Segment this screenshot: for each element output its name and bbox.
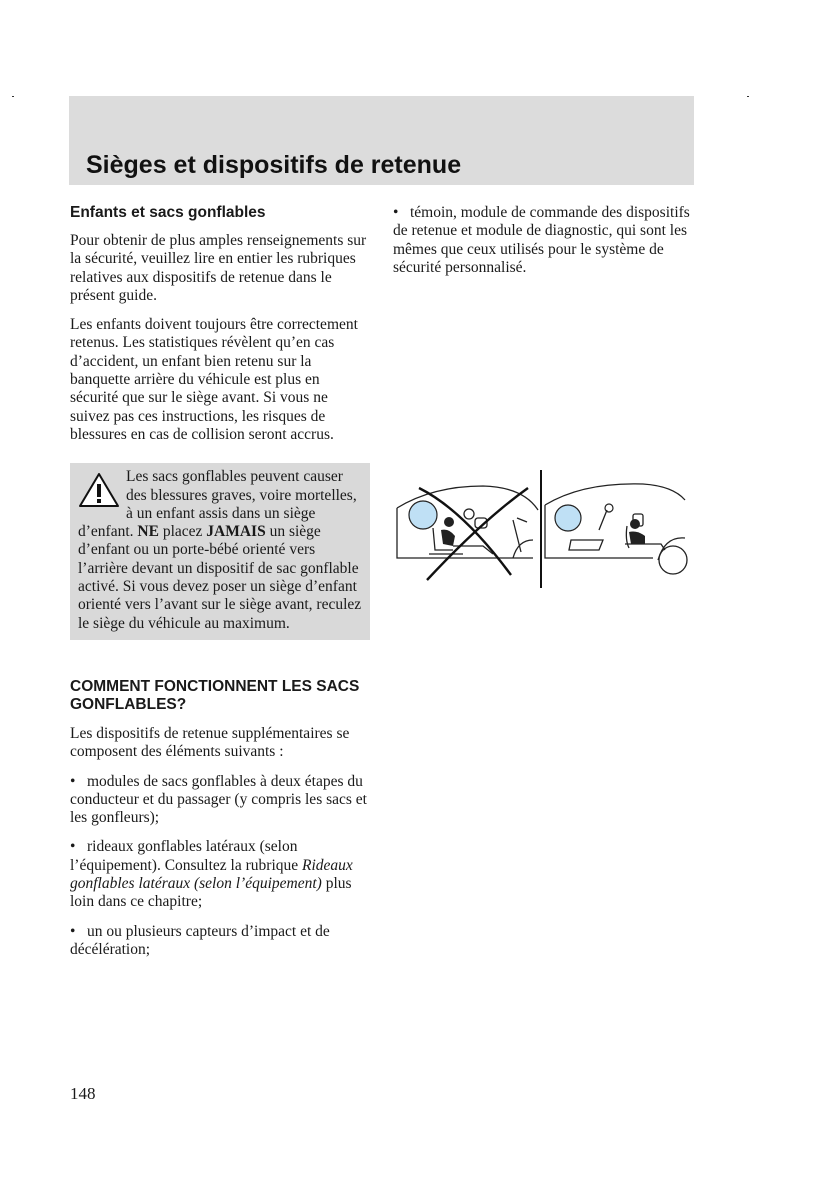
- paragraph-children-restraint: Les enfants doivent toujours être correctement retenus. Les statistiques révèlent qu’en cas d’accident, un enfant bien retenu sur la banquette arrière du véhicule est plus en sécurité que sur le siège avant. Si vous ne suivez pas ces instructions, les risques de blessures en cas de collision seront accrus.: [70, 316, 358, 443]
- warning-bold-jamais: JAMAIS: [206, 523, 266, 541]
- warning-text-3: un siège d’enfant ou un porte-bébé orienté vers l’arrière devant un dispositif de sac gonflable activé. Si vous devez poser un siège d’enfant orienté vers l’avant sur le siège avant, reculez le siège du véhicule au maximum.: [78, 523, 362, 632]
- list-item-driver-modules: [70, 773, 370, 828]
- bullet-dot: •: [70, 838, 76, 856]
- child-figure-right: [605, 504, 645, 544]
- list-item-text: un ou plusieurs capteurs d’impact et de décélération;: [70, 922, 330, 958]
- page-title: Sièges et dispositifs de retenue: [86, 151, 462, 179]
- section-heading-how-airbags-work: COMMENT FONCTIONNENT LES SACS GONFLABLES?: [70, 677, 360, 714]
- x-cross: [419, 488, 528, 580]
- warning-text-2: placez: [158, 523, 207, 541]
- warning-triangle-icon: [78, 472, 120, 508]
- warning-text-1: Les sacs gonflables peuvent causer des blessures graves, voire mortelles, à un enfant assis dans un siège d’enfant.: [78, 468, 357, 541]
- paragraph-safety-info: Pour obtenir de plus amples renseignements sur la sécurité, veuillez lire en entier les rubriques relatives aux dispositifs de retenue dans le présent guide.: [70, 232, 367, 304]
- warning-bold-ne: NE: [137, 523, 159, 541]
- list-item-text: témoin, module de commande des dispositifs de retenue et module de diagnostic, qui sont les mêmes que ceux utilisés pour le système de sécurité personnalisé.: [393, 204, 690, 276]
- list-item-italic-ref: Rideaux gonflables latéraux (selon l’équipement): [70, 856, 353, 893]
- child-seat-illustration: [393, 470, 689, 590]
- section-heading-children-airbags: Enfants et sacs gonflables: [70, 204, 266, 221]
- list-item-text: modules de sacs gonflables à deux étapes du conducteur et du passager (y compris les sacs et les gonfleurs);: [70, 772, 367, 827]
- list-item-text: rideaux gonflables latéraux (selon l’équipement). Consultez la rubrique: [70, 838, 303, 874]
- crop-mark-left: [12, 96, 14, 97]
- bullet-dot: •: [70, 772, 76, 790]
- airbag-circle-right: [555, 505, 581, 531]
- child-figure-left: [441, 517, 455, 546]
- airbag-circle-left: [409, 501, 437, 529]
- list-item-impact-sensors: [70, 923, 370, 960]
- warning-box: [70, 463, 370, 640]
- bullet-dot: •: [70, 922, 76, 940]
- bullet-dot: •: [393, 204, 399, 221]
- crop-mark-right: [747, 96, 749, 97]
- left-column: [70, 204, 370, 970]
- list-item-text: plus loin dans ce chapitre;: [70, 875, 352, 911]
- list-item-side-curtains: [70, 838, 370, 911]
- page-number: 148: [70, 1084, 96, 1103]
- right-column: [393, 204, 693, 288]
- paragraph-components-intro: Les dispositifs de retenue supplémentaires se composent des éléments suivants :: [70, 724, 350, 761]
- list-item-indicator-module: [393, 204, 693, 277]
